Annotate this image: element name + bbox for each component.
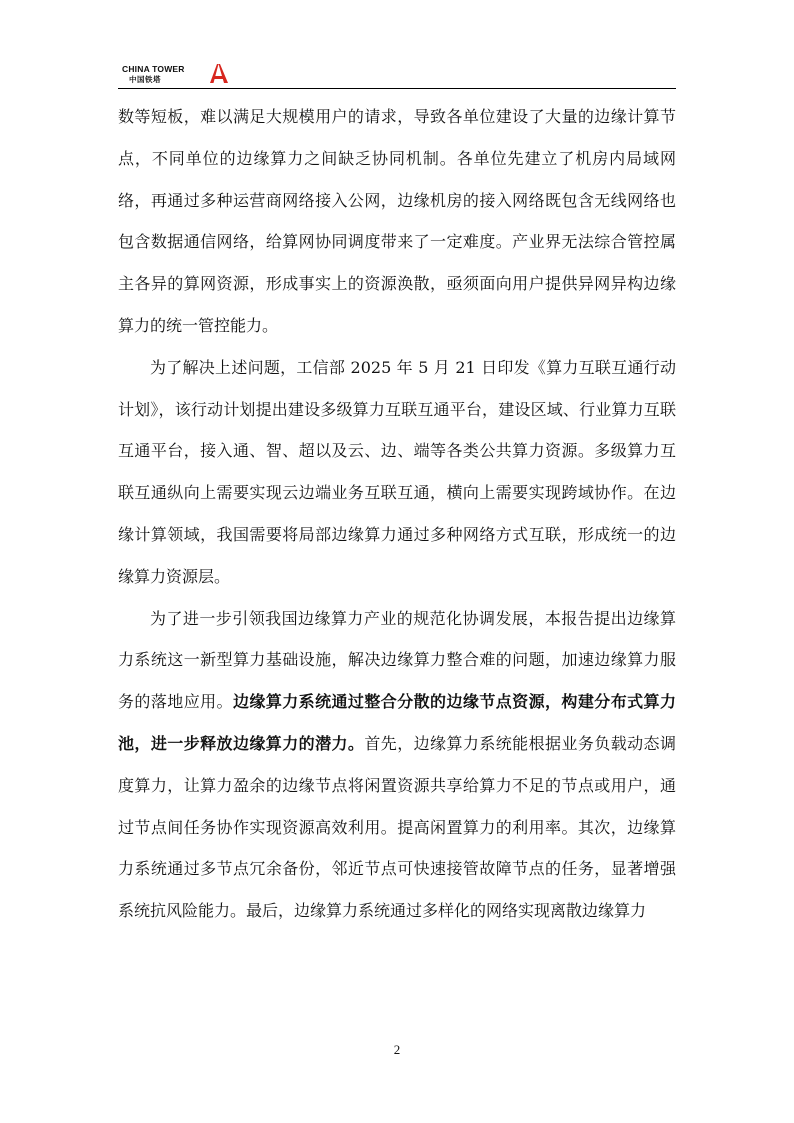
- paragraph-text-details: 首先，边缘算力系统能根据业务负载动态调度算力，让算力盈余的边缘节点将闲置资源共享给算力不足的节点或用户，通过节点间任务协作实现资源高效利用。提高闲置算力的利用率。其次，边缘算力系统通过多节点冗余备份，邻近节点可快速接管故障节点的任务，显著增强系统抗风险能力。最后，边缘算力系统通过多样化的网络实现离散边缘算力: [118, 733, 676, 921]
- page-number: 2: [393, 1042, 401, 1057]
- document-body: [118, 96, 676, 932]
- logo-chinese-text: 中国铁塔: [129, 75, 161, 84]
- china-tower-logo: [122, 62, 232, 84]
- paragraph-text-emphasis: 边缘算力系统通过整合分散的边缘节点资源，构建分布式算力池，进一步释放边缘算力的潜力。: [118, 692, 676, 753]
- tower-logo-icon: [206, 62, 230, 84]
- paragraph-action-plan: 为了解决上述问题，工信部 2025 年 5 月 21 日印发《算力互联互通行动计划》，该行动计划提出建设多级算力互联互通平台，建设区域、行业算力互联互通平台，接入通、智、超以及云、边、端等各类公共算力资源。多级算力互联互通纵向上需要实现云边端业务互联互通，横向上需要实现跨域协作。在边缘计算领域，我国需要将局部边缘算力通过多种网络方式互联，形成统一的边缘算力资源层。: [118, 357, 676, 586]
- paragraph-continuation: 数等短板，难以满足大规模用户的请求，导致各单位建设了大量的边缘计算节点，不同单位的边缘算力之间缺乏协同机制。各单位先建立了机房内局域网络，再通过多种运营商网络接入公网，边缘机房的接入网络既包含无线网络也包含数据通信网络，给算网协同调度带来了一定难度。产业界无法综合管控属主各异的算网资源，形成事实上的资源涣散，亟须面向用户提供异网异构边缘算力的统一管控能力。: [118, 107, 676, 335]
- paragraph-text-intro: 为了进一步引领我国边缘算力产业的规范化协调发展，本报告提出边缘算力系统这一新型算力基础设施，解决边缘算力整合难的问题，加速边缘算力服务的落地应用。: [118, 608, 676, 712]
- page-header: [118, 52, 676, 89]
- logo-english-text: CHINA TOWER: [122, 64, 185, 74]
- paragraph-edge-system: [118, 598, 676, 932]
